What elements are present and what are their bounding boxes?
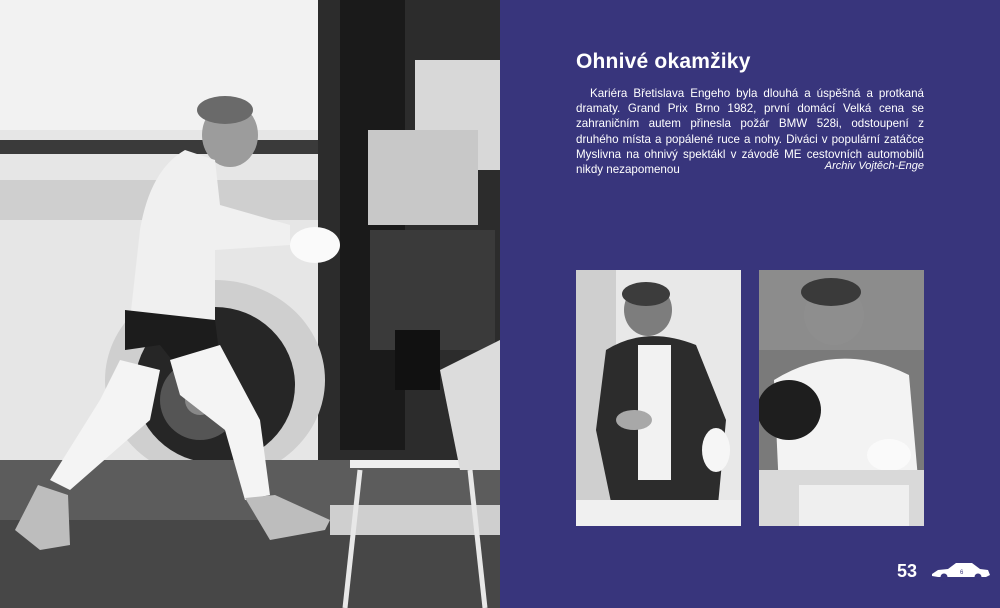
text-page [500,0,1000,608]
race-car-icon [930,560,992,582]
photo-man-with-burned-hands [576,270,741,526]
page-title: Ohnivé okamžiky [576,50,751,73]
page-number: 53 [897,561,918,581]
photo-man-seated-bandaged [759,270,924,526]
body-paragraph: Kariéra Břetislava Engeho byla dlouhá a úspěšná a protkaná dramaty. Grand Prix Brno 1982, první domácí Velká cena se zahraničním autem přinesla požár BMW 528i, odstoupení z druhého místa a popálené ruce a nohy. Diváci v populární zatáčce Myslivna na ohnivý spektákl v závodě ME cestovních automobilů nikdy nezapomenou [576,87,924,177]
photo-credit: Archiv Vojtěch-Enge [824,160,924,172]
car-number: 6 [960,570,964,576]
